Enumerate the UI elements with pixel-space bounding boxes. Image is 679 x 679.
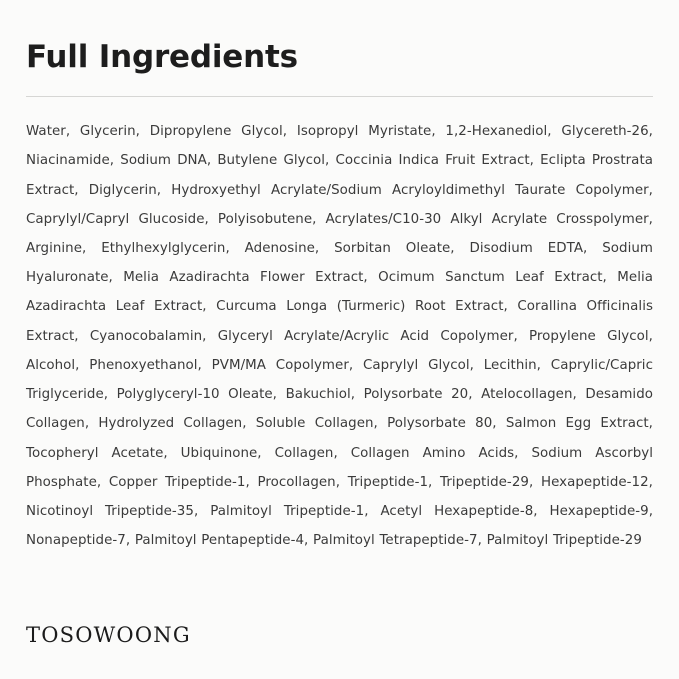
title-divider: [26, 96, 653, 97]
page-title: Full Ingredients: [26, 39, 298, 75]
ingredients-list-text: Water, Glycerin, Dipropylene Glycol, Isopropyl Myristate, 1,2-Hexanediol, Glycereth-26, Niacinamide, Sodium DNA, Butylene Glycol, Coccinia Indica Fruit Extract, Eclipta Prostrata Extract, Diglycerin, Hydroxyethyl Acrylate/Sodium Acryloyldimethyl Taurate Copolymer, Caprylyl/Capryl Glucoside, Polyisobutene, Acrylates/C10-30 Alkyl Acrylate Crosspolymer, Arginine, Ethylhexylglycerin, Adenosine, Sorbitan Oleate, Disodium EDTA, Sodium Hyaluronate, Melia Azadirachta Flower Extract, Ocimum Sanctum Leaf Extract, Melia Azadirachta Leaf Extract, Curcuma Longa (Turmeric) Root Extract, Corallina Officinalis Extract, Cyanocobalamin, Glyceryl Acrylate/Acrylic Acid Copolymer, Propylene Glycol, Alcohol, Phenoxyethanol, PVM/MA Copolymer, Caprylyl Glycol, Lecithin, Caprylic/Capric Triglyceride, Polyglyceryl-10 Oleate, Bakuchiol, Polysorbate 20, Atelocollagen, Desamido Collagen, Hydrolyzed Collagen, Soluble Collagen, Polysorbate 80, Salmon Egg Extract, Tocopheryl Acetate, Ubiquinone, Collagen, Collagen Amino Acids, Sodium Ascorbyl Phosphate, Copper Tripeptide-1, Procollagen, Tripeptide-1, Tripeptide-29, Hexapeptide-12, Nicotinoyl Tripeptide-35, Palmitoyl Tripeptide-1, Acetyl Hexapeptide-8, Hexapeptide-9, Nonapeptide-7, Palmitoyl Pentapeptide-4, Palmitoyl Tetrapeptide-7, Palmitoyl Tripeptide-29: [26, 124, 653, 549]
brand-wordmark: TOSOWOONG: [26, 623, 191, 647]
